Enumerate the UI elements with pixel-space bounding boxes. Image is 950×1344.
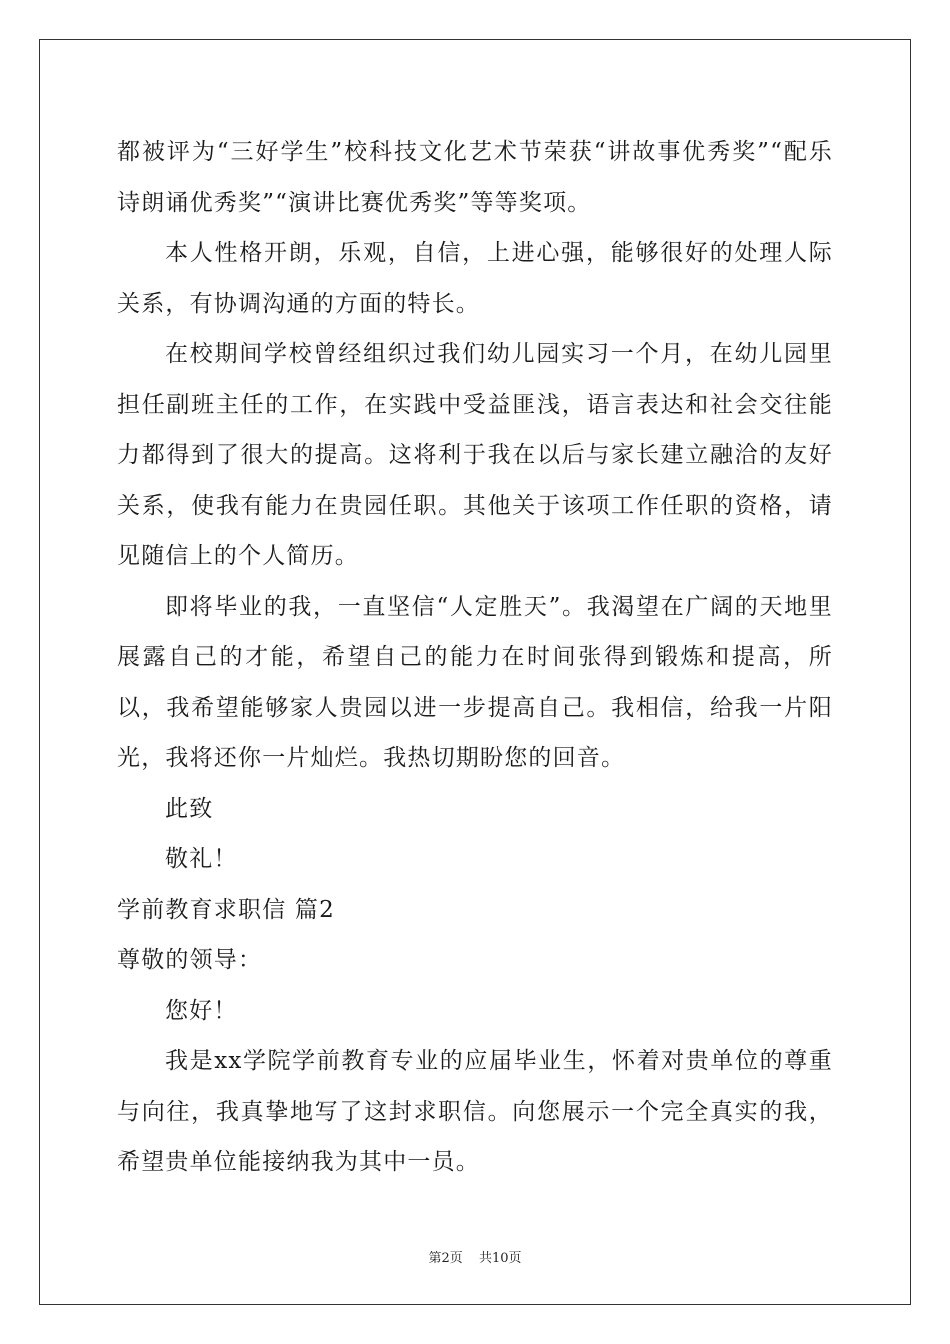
page-number: 第2页: [428, 1251, 463, 1266]
greeting: 您好！: [165, 997, 238, 1024]
closing-line: 此致: [165, 795, 214, 822]
page-footer: [0, 1247, 950, 1266]
page-total: 共10页: [478, 1251, 522, 1266]
section-title: 学前教育求职信 篇2: [117, 896, 335, 923]
salutation-closing: 敬礼！: [165, 846, 238, 872]
paragraph: 本人性格开朗，乐观，自信，上进心强，能够很好的处理人际关系，有协调沟通的方面的特长。: [117, 240, 833, 317]
greeting-addressee: 尊敬的领导：: [117, 947, 263, 973]
paragraph: 在校期间学校曾经组织过我们幼儿园实习一个月，在幼儿园里担任副班主任的工作，在实践中受益匪浅，语言表达和社会交往能力都得到了很大的提高。这将利于我在以后与家长建立融洽的友好关系，使我有能力在贵园任职。其他关于该项工作任职的资格，请见随信上的个人简历。: [117, 341, 833, 569]
paragraph: 都被评为“三好学生”校科技文化艺术节荣获“讲故事优秀奖”“配乐诗朗诵优秀奖”“演讲比赛优秀奖”等等奖项。: [117, 139, 833, 216]
document-body: [117, 127, 833, 1188]
paragraph: 即将毕业的我，一直坚信“人定胜天”。我渴望在广阔的天地里展露自己的才能，希望自己的能力在时间张得到锻炼和提高，所以，我希望能够家人贵园以进一步提高自己。我相信，给我一片阳光，我将还你一片灿烂。我热切期盼您的回音。: [117, 593, 833, 771]
paragraph: 我是xx学院学前教育专业的应届毕业生，怀着对贵单位的尊重与向往，我真挚地写了这封求职信。向您展示一个完全真实的我，希望贵单位能接纳我为其中一员。: [117, 1048, 833, 1175]
